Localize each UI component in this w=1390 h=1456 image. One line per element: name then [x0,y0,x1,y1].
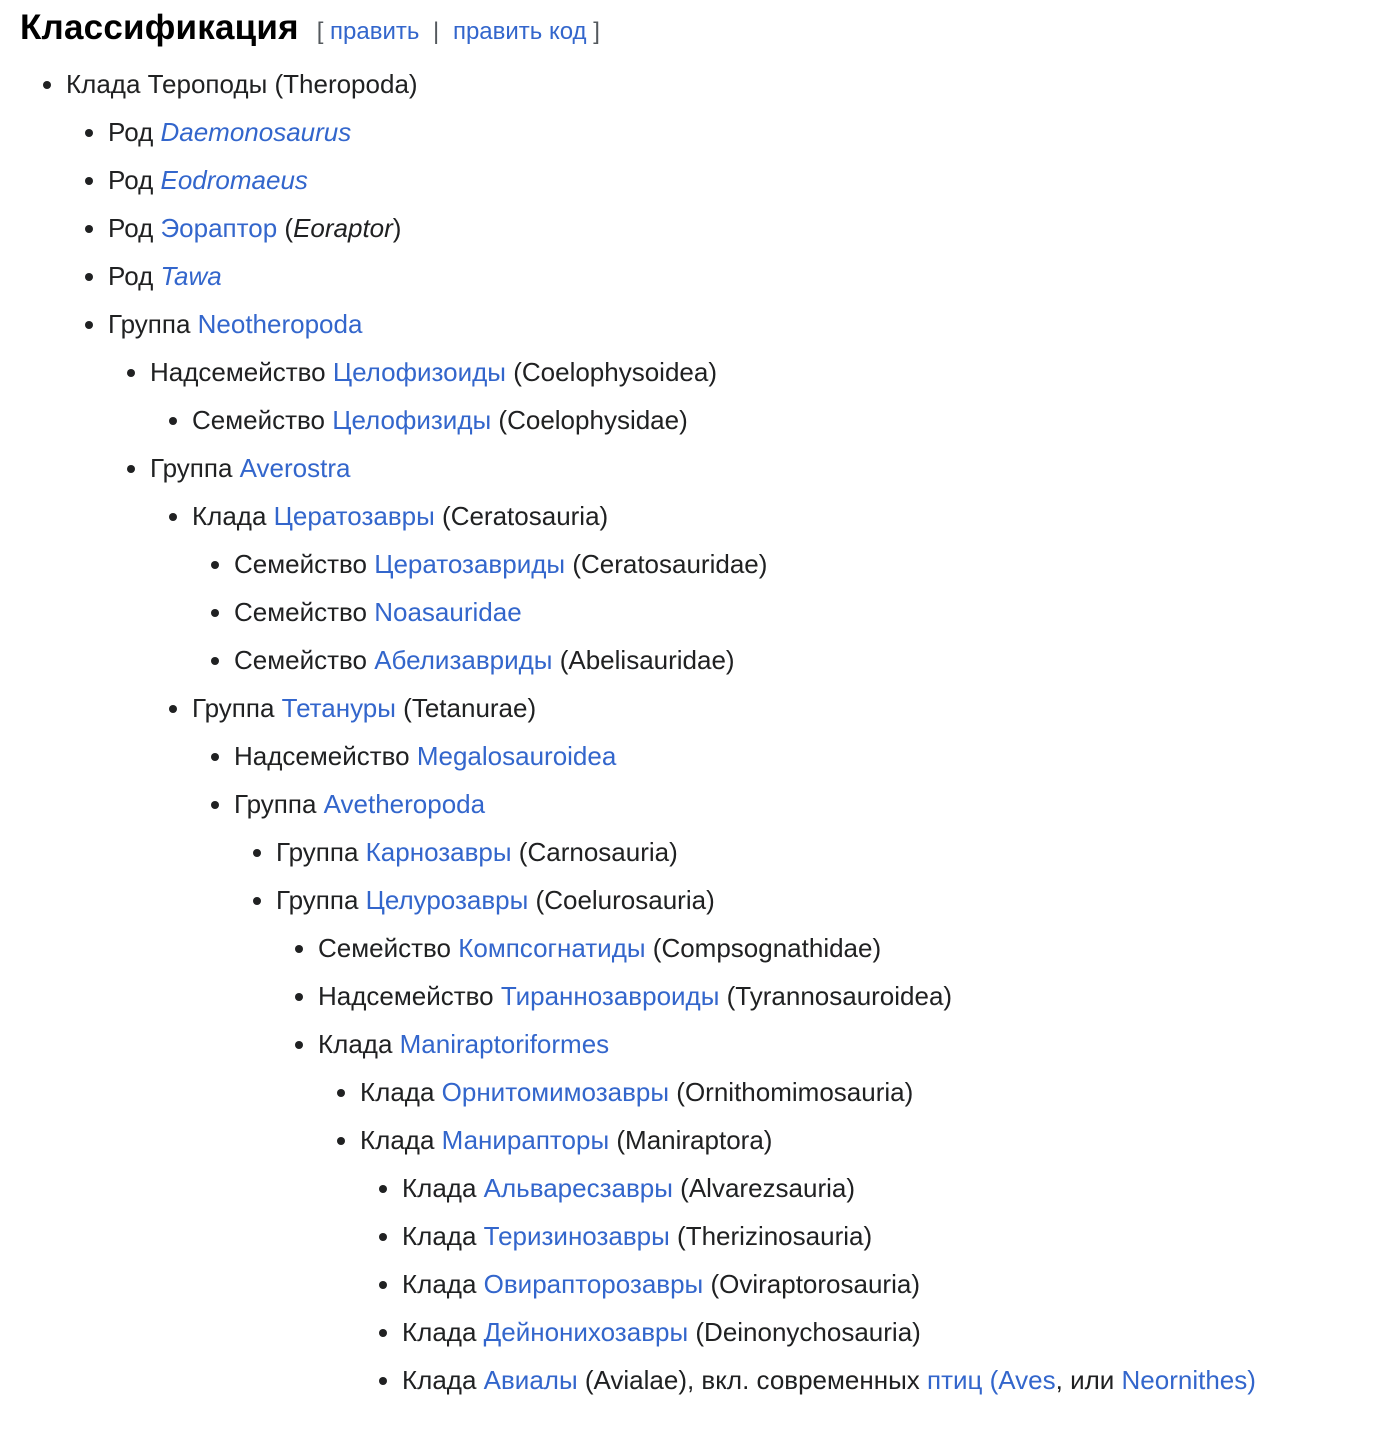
taxon-text: (Coelophysidae) [491,405,688,435]
taxon-line [192,501,608,531]
taxon-text: (Compsognathidae) [645,933,882,963]
taxon-link[interactable]: Альваресзавры [483,1173,673,1203]
taxon-list [234,828,1380,1404]
taxon-link[interactable]: Eodromaeus [160,165,308,195]
taxon-text: Надсемейство [150,357,333,387]
list-item [318,1020,1380,1404]
taxon-link[interactable]: Целофизоиды [332,357,506,387]
taxon-link[interactable]: (Aves [989,1365,1056,1395]
taxon-list [150,396,1380,444]
taxon-link[interactable]: Орнитомимозавры [441,1077,670,1107]
taxon-link[interactable]: Maniraptoriformes [399,1029,610,1059]
taxon-list [192,732,1380,1404]
taxon-line [234,549,767,579]
taxon-line [234,789,485,819]
taxon-text: (Therizinosauria) [669,1221,873,1251]
taxon-text: Семейство [234,645,375,675]
list-item [234,636,1380,684]
taxon-text: Род [108,117,161,147]
taxon-link[interactable]: Тетануры [281,693,396,723]
taxon-text: Клада [402,1317,484,1347]
taxon-list [192,540,1380,684]
taxon-line [108,165,308,195]
taxon-list [276,924,1380,1404]
taxon-line [360,1077,913,1107]
taxon-line [108,213,401,243]
edit-link[interactable]: править [330,18,420,45]
taxon-link[interactable]: Эораптор [160,213,278,243]
taxon-link[interactable]: Avetheropoda [323,789,486,819]
section-heading-row [20,8,1380,48]
taxon-link[interactable]: Компсогнатиды [458,933,646,963]
taxon-list [318,1068,1380,1404]
list-item [192,492,1380,684]
taxon-text: Группа [192,693,282,723]
taxon-text: Семейство [234,549,375,579]
taxon-text: (Tyrannosauroidea) [719,981,953,1011]
taxon-line [234,645,735,675]
taxon-link[interactable]: Daemonosaurus [160,117,352,147]
edit-bracket-close: ] [593,18,600,45]
taxon-text: (Maniraptora) [609,1125,773,1155]
taxon-text: Род [108,261,161,291]
taxon-link[interactable]: Карнозавры [365,837,512,867]
taxon-line [192,693,536,723]
taxon-link[interactable]: Целурозавры [365,885,529,915]
taxon-link[interactable]: Дейнонихозавры [483,1317,689,1347]
taxon-text [982,1365,989,1395]
taxon-text: Клада [192,501,274,531]
taxon-list [360,1164,1380,1404]
taxon-line [318,933,881,963]
taxon-line [108,261,222,291]
list-item [234,540,1380,588]
list-item [192,684,1380,1404]
taxon-text: (Ornithomimosauria) [669,1077,914,1107]
taxon-text: Группа [150,453,240,483]
taxon-text: Группа [276,837,366,867]
taxon-text: Клада [402,1365,484,1395]
taxon-text: Клада [360,1077,442,1107]
taxon-line [318,1029,609,1059]
taxon-list [66,108,1380,1404]
taxon-text: Группа [108,309,198,339]
taxon-link[interactable]: Tawa [160,261,222,291]
taxon-text: Род [108,165,161,195]
taxon-link[interactable]: Манирапторы [441,1125,610,1155]
taxon-text: (Alvarezsauria) [672,1173,856,1203]
list-item [66,60,1380,1404]
taxon-line [192,405,688,435]
list-item [402,1212,1380,1260]
list-item [150,348,1380,444]
taxon-text: Род [108,213,161,243]
taxon-text: Клада [402,1221,484,1251]
list-item [234,588,1380,636]
taxon-text: Семейство [192,405,333,435]
taxon-line [402,1221,872,1251]
taxon-line [402,1269,920,1299]
taxon-line [150,357,717,387]
list-item [402,1260,1380,1308]
taxon-line [276,885,715,915]
taxon-list [108,348,1380,1404]
taxon-link[interactable]: Теризинозавры [483,1221,670,1251]
taxon-text: Клада [402,1269,484,1299]
taxon-line [66,69,418,99]
taxon-line [108,309,362,339]
list-item [360,1116,1380,1404]
list-item [402,1164,1380,1212]
list-item [402,1356,1380,1404]
list-item [192,396,1380,444]
taxon-link[interactable]: Megalosauroidea [416,741,617,771]
list-item [276,828,1380,876]
taxon-text: Клада Тероподы (Theropoda) [66,69,418,99]
taxon-text: Eoraptor [293,213,393,243]
taxon-link[interactable]: Целофизиды [332,405,492,435]
taxon-link[interactable]: Noasauridae [374,597,522,627]
taxon-link[interactable]: Цератозавры [273,501,435,531]
taxon-text: Клада [318,1029,400,1059]
list-item [318,924,1380,972]
taxon-text: Клада [402,1173,484,1203]
taxon-line [402,1365,1256,1395]
taxon-text: (Carnosauria) [511,837,678,867]
taxon-line [108,117,351,147]
taxon-text: (Coelophysoidea) [505,357,717,387]
taxon-text: (Ceratosauria) [434,501,609,531]
taxon-text: (Avialae), вкл. современных [577,1365,927,1395]
taxon-text: Семейство [318,933,459,963]
list-item [402,1308,1380,1356]
edit-section [317,18,600,46]
taxon-link[interactable]: Тираннозавроиды [500,981,720,1011]
edit-bracket-open: [ [316,18,324,45]
classification-tree [20,60,1380,1404]
taxon-line [234,741,616,771]
list-item [318,972,1380,1020]
taxon-link[interactable]: Цератозавриды [374,549,566,579]
taxon-link[interactable]: Абелизавриды [374,645,553,675]
taxon-list [150,492,1380,1404]
taxon-text: Надсемейство [234,741,417,771]
taxon-text: (Tetanurae) [395,693,537,723]
edit-divider: | [433,18,440,45]
list-item [234,732,1380,780]
list-item [108,252,1380,300]
taxon-text: (Coelurosauria) [528,885,715,915]
taxon-line [402,1173,855,1203]
list-item [360,1068,1380,1116]
taxon-link[interactable]: Neotheropoda [197,309,363,339]
list-item [108,204,1380,252]
list-item [108,300,1380,1404]
taxon-text: (Abelisauridae) [552,645,735,675]
taxon-line [402,1317,921,1347]
taxon-text: , или [1055,1365,1122,1395]
taxon-text: Группа [276,885,366,915]
taxon-text: Группа [234,789,324,819]
list-item [276,876,1380,1404]
taxon-link[interactable]: Овирапторозавры [483,1269,704,1299]
taxon-text: (Oviraptorosauria) [703,1269,920,1299]
taxon-text: (Ceratosauridae) [565,549,768,579]
taxon-line [318,981,952,1011]
taxon-list [20,60,1380,1404]
taxon-link[interactable]: Авиалы [483,1365,578,1395]
taxon-text: (Deinonychosauria) [688,1317,921,1347]
taxon-link[interactable]: Neornithes) [1121,1365,1256,1395]
taxon-line [234,597,522,627]
taxon-text: Клада [360,1125,442,1155]
taxon-text: ) [392,213,402,243]
list-item [234,780,1380,1404]
taxon-line [276,837,678,867]
taxon-line [360,1125,772,1155]
taxon-text: ( [277,213,294,243]
taxon-link[interactable]: Averostra [239,453,351,483]
taxon-line [150,453,350,483]
list-item [108,108,1380,156]
taxon-text: Семейство [234,597,375,627]
edit-source-link[interactable]: править код [452,18,587,45]
list-item [150,444,1380,1404]
list-item [108,156,1380,204]
taxon-link[interactable]: птиц [926,1365,983,1395]
section-title: Классификация [20,8,299,47]
taxon-text: Надсемейство [318,981,501,1011]
